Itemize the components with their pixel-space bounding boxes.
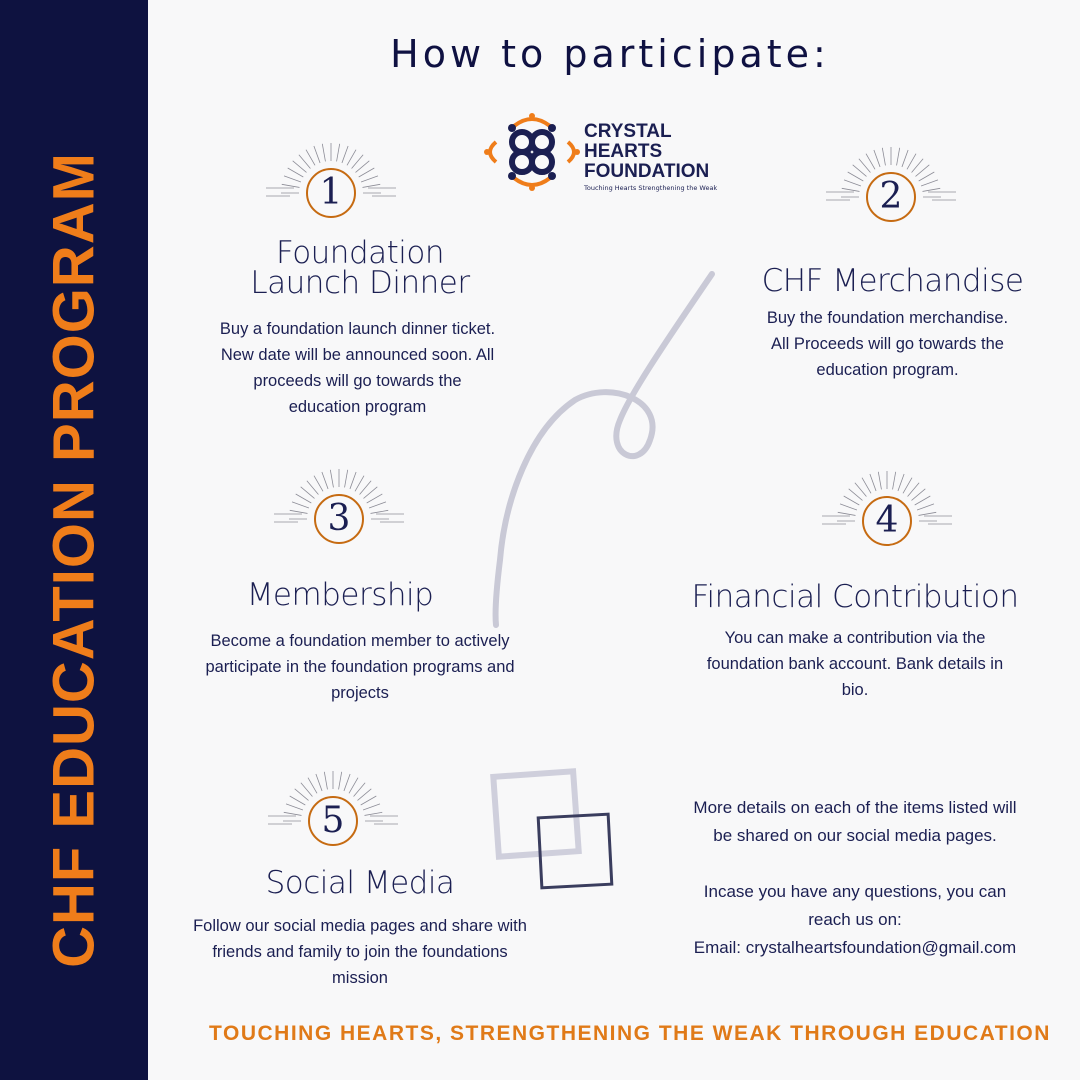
body-line: education program [288,398,427,416]
step-number-3: 3 [314,494,364,544]
item-body-merchandise [735,305,1040,383]
step-badge-5 [268,756,388,846]
step-badge-3 [274,454,394,544]
body-line: proceeds will go towards the [253,372,462,390]
step-number-1: 1 [306,168,356,218]
step-number-4: 4 [862,496,912,546]
step-badge-4 [822,456,942,546]
decorative-squares [490,766,630,896]
contact-details [655,794,1055,962]
item-title-line: Launch Dinner [250,265,470,301]
step-badge-2 [826,132,946,222]
spacer [655,850,1055,878]
body-line: Become a foundation member to actively [210,632,510,650]
foundation-logo [484,112,729,192]
body-line: New date will be announced soon. All [220,346,495,364]
contact-email[interactable]: Email: crystalheartsfoundation@gmail.com [693,938,1017,957]
item-body-financial-contribution [680,625,1030,703]
body-line: Follow our social media pages and share with [193,917,527,935]
program-title: CHF EDUCATION PROGRAM [41,152,107,968]
logo-tagline: Touching Hearts Strengthening the Weak [584,184,718,192]
logo-wordmark [584,122,709,182]
body-line: participate in the foundation programs and [205,658,515,676]
body-line: mission [332,969,388,987]
body-line: friends and family to join the foundations [212,943,508,961]
body-line: bio. [841,681,869,699]
body-line: You can make a contribution via the [724,629,986,647]
crystal-hearts-logo-icon [484,112,580,192]
body-line: Buy a foundation launch dinner ticket. [219,320,496,338]
body-line: foundation bank account. Bank details in [706,655,1004,673]
item-title-line: Foundation [275,235,445,271]
logo-line-1: CRYSTAL [584,121,672,142]
footer-tagline: TOUCHING HEARTS, STRENGTHENING THE WEAK THROUGH EDUCATION [209,1022,1051,1045]
item-body-membership [170,628,550,706]
logo-line-2: HEARTS [584,141,663,162]
item-title-launch-dinner [205,235,515,301]
item-title-social-media: Social Media [265,865,455,901]
item-title-merchandise: CHF Merchandise [761,263,1024,299]
item-body-launch-dinner [185,316,530,420]
item-body-social-media [165,913,555,991]
details-line: Incase you have any questions, you can [703,882,1007,901]
page-title: How to participate: [390,32,830,76]
body-line: projects [331,684,389,702]
item-title-membership: Membership [246,577,434,613]
body-line: education program. [816,361,959,379]
step-number-2: 2 [866,172,916,222]
details-line: reach us on: [808,910,902,929]
body-line: Buy the foundation merchandise. [766,309,1009,327]
details-line: be shared on our social media pages. [713,826,997,845]
logo-line-3: FOUNDATION [584,161,710,182]
step-number-5: 5 [308,796,358,846]
body-line: All Proceeds will go towards the [771,335,1004,353]
item-title-financial-contribution: Financial Contribution [691,579,1019,615]
step-badge-1 [266,128,386,218]
details-line: More details on each of the items listed will [693,798,1017,817]
